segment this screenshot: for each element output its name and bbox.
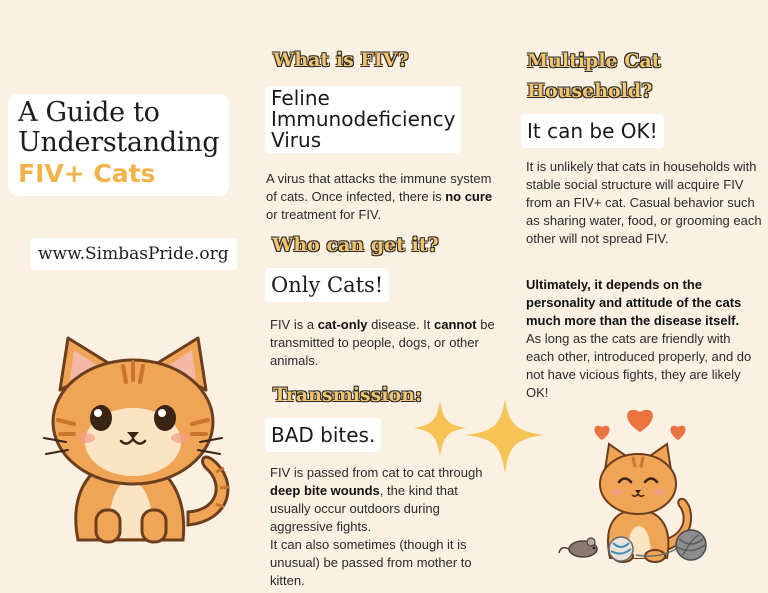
multiple-cat-heading [527,46,660,106]
transmission-text [270,464,496,590]
cat-only-emphasis: cat-only [317,317,368,332]
multiple-cat-text-1: It is unlikely that cats in households with stable social structure will acquire FIV from an FIV+ cat. Casual behavior such as sharing water, food, or grooming each other will not spread FIV. [526,159,762,246]
multiple-cat-text-2 [526,276,762,402]
heading-line-1: Multiple Cat [527,50,661,72]
text-span: be transmitted to people, dogs, or other animals. [270,317,495,368]
text-span: It can also sometimes (though it is unusual) be passed from mother to kitten. [270,537,472,588]
mouse-icon [557,533,603,559]
text-span: As long as the cats are friendly with each other, introduced properly, and do not have vicious fights, they are likely OK! [526,331,752,400]
text-span: FIV is a [270,317,318,332]
website-link[interactable]: www.SimbasPride.org [30,238,237,270]
who-can-get-it-heading: Who can get it? [272,234,439,256]
subheading-line-1: Feline [271,86,330,110]
subheading-line-3: Virus [271,128,322,152]
heart-icon [590,402,690,444]
what-is-fiv-heading: What is FIV? [273,49,409,71]
cannot-emphasis: cannot [434,317,477,332]
title-block [8,94,229,196]
what-is-fiv-text [266,170,502,224]
title-line-3: FIV+ Cats [18,159,156,188]
heading-line-2: Household? [527,80,653,102]
transmission-heading: Transmission: [273,384,423,406]
it-can-be-ok-subheading: It can be OK! [521,114,664,148]
yarn-ball-icon [605,525,715,565]
no-cure-emphasis: no cure [445,189,493,204]
emphasis-statement: Ultimately, it depends on the personality and attitude of the cats much more than the disease itself. [526,277,742,328]
deep-bite-wounds-emphasis: deep bite wounds [270,483,380,498]
who-can-get-it-text [270,316,500,370]
text-span: disease. It [367,317,435,332]
what-is-fiv-subheading [265,86,461,153]
text-span: FIV is passed from cat to cat through [270,465,483,480]
title-line-1: A Guide to [18,97,160,128]
text-span: A virus that attacks the immune system of cats. Once infected, there is [266,171,492,204]
only-cats-subheading: Only Cats! [265,268,389,302]
subheading-line-2: Immunodeficiency [271,107,456,131]
bad-bites-subheading: BAD bites. [265,418,381,452]
text-span: , the kind that usually occur outdoors during aggressive fights. [270,483,458,534]
text-span: or treatment for FIV. [266,207,382,222]
title-line-2: Understanding [18,127,220,158]
kitten-illustration [38,330,238,545]
sparkle-icon [410,395,550,475]
